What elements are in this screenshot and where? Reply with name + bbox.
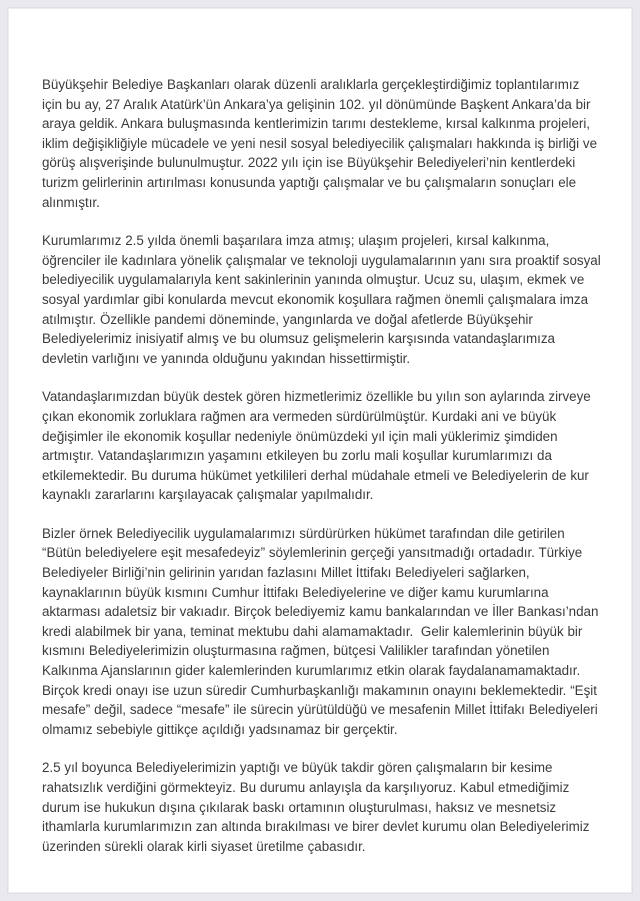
document-text-body: [42, 75, 605, 856]
paragraph-3: Vatandaşlarımızdan büyük destek gören hizmetlerimiz özellikle bu yılın son aylarında zirveye çıkan ekonomik zorluklara rağmen ara vermeden sürdürülmüştür. Kurdaki ani ve büyük değişimler ile ekonomik koşullar nedeniyle önümüzdeki yıl için mali yüklerimiz şimdiden artmıştır. Vatandaşlarımızın yaşamını etkileyen bu zorlu mali koşullar kurumlarımızı da etkilemektedir. Bu duruma hükümet yetkilileri derhal müdahale etmeli ve Belediyelerin de kur kaynaklı zararlarını karşılayacak çalışmalar yapılmalıdır.: [42, 389, 595, 503]
paragraph-2: Kurumlarımız 2.5 yılda önemli başarılara imza atmış; ulaşım projeleri, kırsal kalkınma, öğrenciler ile kadınlara yönelik çalışmalar ve teknoloji uygulamalarının yanı sıra proaktif sosyal belediyecilik uygulamalarıyla kent sakinlerinin yanında olmuştur. Ucuz su, ulaşım, ekmek ve sosyal yardımlar gibi konularda mevcut ekonomik koşullara rağmen önemli çalışmalara imza atılmıştır. Özellikle pandemi döneminde, yangınlarda ve doğal afetlerde Büyükşehir Belediyelerimiz inisiyatif almış ve bu olumsuz gelişmelerin karşısında vatandaşlarımıza devletin varlığını ve yanında olduğunu yakından hissettirmiştir.: [42, 233, 605, 366]
paragraph-4: Bizler örnek Belediyecilik uygulamalarımızı sürdürürken hükümet tarafından dile getirilen “Bütün belediyelere eşit mesafedeyiz” söylemlerinin gerçeği yansıtmadığı ortadadır. Türkiye Belediyeler Birliği’nin gelirinin yarıdan fazlasını Millet İttifakı Belediyeleri sağlarken, kaynaklarının büyük kısmını Cumhur İttifakı Belediyelerine ve diğer kamu kurumlarına aktarması adaletsiz bir vakıadır. Birçok belediyemiz kamu bankalarından ve İller Bankası’ndan kredi alabilmek bir yana, teminat mektubu dahi alamamaktadır. Gelir kalemlerinin büyük bir kısmını Belediyelerimizin oluşturmasına rağmen, bütçesi Valilikler tarafından yönetilen Kalkınma Ajanslarının gider kalemlerinden kurumlarımız etkin olarak faydalanamamaktadır. Birçok kredi onayı ise uzun süredir Cumhurbaşkanlığı makamının onayını beklemektedir. “Eşit mesafe” değil, sadece “mesafe” ile sürecin yürütüldüğü ve mesafenin Millet İttifakı Belediyeleri olmamız sebebiyle gittikçe açıldığı yadsınamaz bir gerçektir.: [42, 525, 603, 737]
paragraph-1: Büyükşehir Belediye Başkanları olarak düzenli aralıklarla gerçekleştirdiğimiz toplantılarımız için bu ay, 27 Aralık Atatürk’ün Ankara’ya gelişinin 102. yıl dönümünde Başkent Ankara’da bir araya geldik. Ankara buluşmasında kentlerimizin tarımı destekleme, kırsal kalkınma projeleri, iklim değişikliğiyle mücadele ve yeni nesil sosyal belediyecilik çalışmaları hakkında iş birliği ve görüş alışverişinde bulunulmuştur. 2022 yılı için ise Büyükşehir Belediyeleri’nin kentlerdeki turizm gelirlerinin artırılması konusunda yaptığı çalışmalar ve bu çalışmaların sonuçları ele alınmıştır.: [42, 77, 601, 210]
document-page: [8, 8, 632, 893]
paragraph-5: 2.5 yıl boyunca Belediyelerimizin yaptığı ve büyük takdir gören çalışmaların bir kesime rahatsızlık verdiğini görmekteyiz. Bu durumu anlayışla da karşılıyoruz. Kabul etmediğimiz durum ise hukukun dışına çıkılarak baskı ortamının oluşturulması, haksız ve mesnetsiz ithamlarla kurumlarımızın zan altında bırakılması ve birer devlet kurumu olan Belediyelerimiz üzerinden sürekli olarak kirli siyaset üretilme çabasıdır.: [42, 760, 594, 854]
